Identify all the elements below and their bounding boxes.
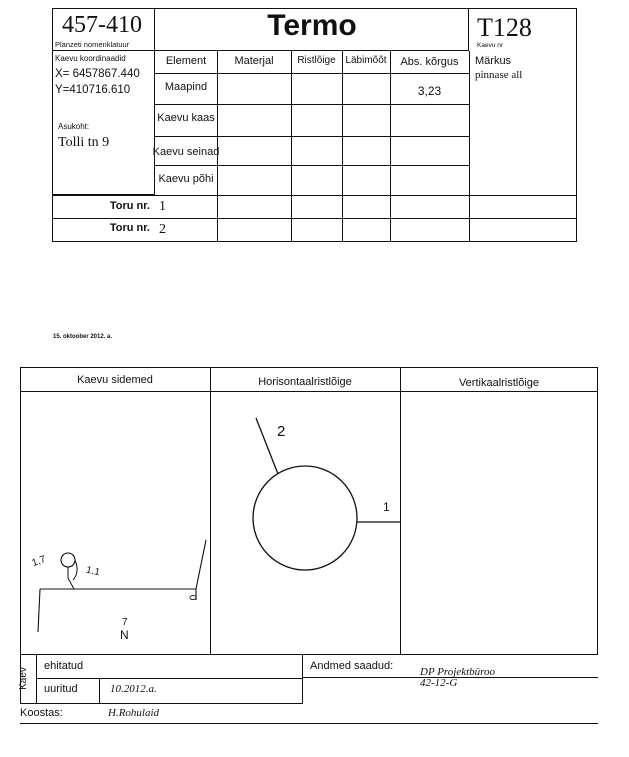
annotation-left-b: 1.1 bbox=[85, 564, 101, 579]
well-circle bbox=[253, 466, 357, 570]
date-text: 15. oktoober 2012. a. bbox=[53, 334, 113, 340]
row-note: pinnase all bbox=[475, 69, 523, 81]
row-element: Kaevu kaas bbox=[157, 112, 215, 124]
source-value-2: 42-12-G bbox=[420, 677, 458, 689]
col-header: Materjal bbox=[234, 55, 274, 67]
col-header: Element bbox=[165, 55, 207, 67]
sketch-curve bbox=[73, 560, 77, 580]
surveyed-value: 10.2012.a. bbox=[110, 683, 157, 695]
author-label: Koostas: bbox=[20, 707, 63, 719]
annotation-seven: 7 bbox=[122, 617, 128, 628]
annotation-left-a: 1,7 bbox=[30, 553, 48, 570]
pipe-line-2 bbox=[256, 418, 278, 474]
col-header: Märkus bbox=[475, 55, 512, 67]
footer-row-line bbox=[37, 678, 303, 679]
well-number-label: Kaevu nr bbox=[477, 42, 504, 49]
footer-side-label: Kaev bbox=[17, 667, 29, 690]
annotation-left-c: 0 bbox=[186, 594, 198, 601]
page-title: Termo bbox=[267, 9, 357, 42]
pipe-label: Toru nr. bbox=[109, 200, 150, 212]
sketch-header: Horisontaalristlõige bbox=[258, 376, 352, 388]
sketch-header: Kaevu sidemed bbox=[77, 374, 153, 386]
row-element: Kaevu põhi bbox=[158, 173, 214, 185]
row-element: Maapind bbox=[164, 81, 208, 93]
col-header: Abs. kõrgus bbox=[400, 56, 459, 68]
location-label: Asukoht: bbox=[58, 122, 90, 131]
location-value: Tolli tn 9 bbox=[58, 135, 110, 150]
annotation-north: N bbox=[120, 628, 129, 642]
row-element: Kaevu seinad bbox=[152, 146, 220, 158]
col-header: Läbimõõt bbox=[345, 55, 387, 66]
well-number: T128 bbox=[477, 13, 532, 42]
pipe-number: 2 bbox=[159, 222, 166, 237]
row-abs-height: 3,23 bbox=[417, 84, 442, 98]
nomenclature-label: Planzeti nomenklatuur bbox=[55, 40, 130, 49]
pipe-number: 1 bbox=[159, 199, 166, 214]
annotation-pipe-2: 2 bbox=[277, 423, 286, 440]
surveyed-label: uuritud bbox=[44, 683, 78, 695]
col-header: Ristlõige bbox=[297, 55, 336, 66]
author-underline bbox=[20, 723, 598, 724]
source-value-1: DP Projektbüroo bbox=[420, 666, 496, 678]
coord-y: Y=410716.610 bbox=[55, 84, 131, 96]
nomenclature-value: 457-410 bbox=[62, 12, 142, 38]
author-value: H.Rohulaid bbox=[108, 707, 160, 719]
coords-label: Kaevu koordinaadid bbox=[55, 54, 126, 63]
coord-x: X= 6457867.440 bbox=[55, 68, 140, 80]
sketch-leader bbox=[68, 567, 74, 589]
sketch-small-circle bbox=[61, 553, 75, 567]
annotation-pipe-1: 1 bbox=[383, 500, 390, 514]
sketch-header: Vertikaalristlõige bbox=[458, 377, 540, 389]
footer-col-line bbox=[99, 678, 100, 704]
source-label: Andmed saadud: bbox=[310, 660, 394, 672]
pipe-label: Toru nr. bbox=[109, 222, 150, 234]
built-label: ehitatud bbox=[44, 660, 84, 672]
